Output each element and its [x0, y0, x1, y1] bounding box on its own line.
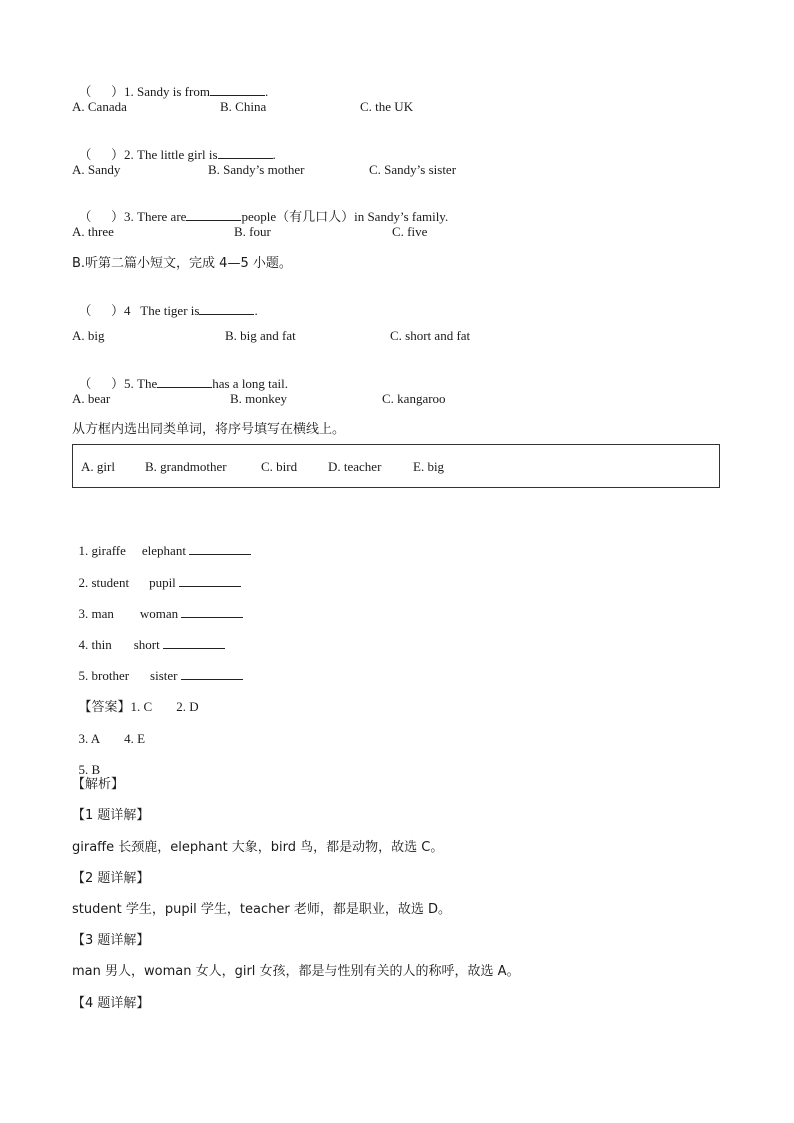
classify-item-number: 3. man: [78, 606, 114, 621]
question-4: [72, 287, 258, 319]
classify-item: [72, 559, 241, 591]
answer-value: 1. C: [130, 699, 153, 714]
section-b-title: B.听第二篇小短文，完成 4—5 小题。: [72, 256, 292, 271]
question-5-suffix: has a long tail.: [212, 376, 289, 391]
answer-blank[interactable]: [199, 303, 254, 315]
question-1-text: （ ）1. Sandy is from: [78, 84, 210, 99]
q3-option-c: C. five: [392, 224, 428, 239]
classify-item-word: short: [133, 637, 160, 652]
answer-blank[interactable]: [179, 575, 241, 587]
answer-blank[interactable]: [218, 147, 273, 159]
q2-option-a: A. Sandy: [72, 162, 121, 177]
q4-option-c: C. short and fat: [390, 328, 471, 343]
word-box-item: A. girl: [81, 459, 115, 474]
question-4-text: （ ）4 The tiger is: [78, 303, 200, 318]
answer-value: 3. A: [78, 731, 101, 746]
q3-option-b: B. four: [234, 224, 271, 239]
answer-value: 4. E: [124, 731, 146, 746]
q4-option-a: A. big: [72, 328, 105, 343]
classify-item-word: pupil: [149, 575, 176, 590]
word-box-item: B. grandmother: [145, 459, 227, 474]
q1-option-c: C. the UK: [360, 99, 414, 114]
answer-blank[interactable]: [210, 84, 265, 96]
word-box-item: E. big: [413, 459, 445, 474]
classify-item: [72, 527, 251, 559]
classify-item-number: 4. thin: [78, 637, 112, 652]
answer-row-1: [72, 683, 199, 716]
classify-item-word: sister: [150, 668, 178, 683]
answer-row-3: [72, 746, 100, 778]
answer-label: 【答案】: [78, 700, 131, 715]
q1-option-a: A. Canada: [72, 99, 127, 114]
question-4-suffix: .: [254, 303, 258, 318]
q5-option-b: B. monkey: [230, 391, 288, 406]
classify-item-number: 1. giraffe: [78, 543, 126, 558]
classify-item: [72, 621, 225, 653]
classify-item-word: elephant: [141, 543, 186, 558]
question-3-suffix: people（有几口人）in Sandy’s family.: [241, 209, 449, 224]
question-2-suffix: .: [272, 147, 276, 162]
detail-heading: 【1 题详解】: [72, 808, 150, 823]
classify-item: [72, 652, 243, 684]
answer-value: 5. B: [78, 762, 101, 777]
detail-heading: 【3 题详解】: [72, 933, 150, 948]
word-box-item: C. bird: [261, 459, 298, 474]
question-1-suffix: .: [264, 84, 269, 99]
q4-option-b: B. big and fat: [225, 328, 296, 343]
word-box-item: D. teacher: [328, 459, 382, 474]
answer-row-2: [72, 715, 145, 747]
answer-blank[interactable]: [157, 376, 212, 388]
answer-blank[interactable]: [181, 606, 243, 618]
classify-item: [72, 590, 243, 622]
q2-option-b: B. Sandy’s mother: [208, 162, 305, 177]
question-5-text: （ ）5. The: [78, 376, 158, 391]
analysis-label: 【解析】: [72, 777, 125, 792]
detail-heading: 【2 题详解】: [72, 871, 150, 886]
q5-option-c: C. kangaroo: [382, 391, 446, 406]
answer-value: 2. D: [176, 699, 199, 714]
q5-option-a: A. bear: [72, 391, 111, 406]
answer-blank[interactable]: [163, 637, 225, 649]
question-2: [72, 131, 276, 163]
classify-title: 从方框内选出同类单词，将序号填写在横线上。: [72, 422, 346, 437]
question-2-text: （ ）2. The little girl is: [78, 147, 218, 162]
classify-item-number: 5. brother: [78, 668, 130, 683]
classify-item-word: woman: [139, 606, 179, 621]
detail-text: man 男人，woman 女人，girl 女孩，都是与性别有关的人的称呼，故选 A。: [72, 964, 520, 979]
detail-heading: 【4 题详解】: [72, 996, 150, 1011]
answer-blank[interactable]: [186, 209, 241, 221]
detail-text: student 学生，pupil 学生，teacher 老师，都是职业，故选 D。: [72, 902, 451, 917]
question-1: [72, 68, 268, 100]
classify-item-number: 2. student: [78, 575, 130, 590]
q3-option-a: A. three: [72, 224, 114, 239]
word-box: [72, 444, 720, 488]
answer-blank[interactable]: [189, 543, 251, 555]
q1-option-b: B. China: [220, 99, 267, 114]
question-3-text: （ ）3. There are: [78, 209, 187, 224]
question-5: [72, 360, 288, 392]
answer-blank[interactable]: [181, 668, 243, 680]
q2-option-c: C. Sandy’s sister: [369, 162, 457, 177]
question-3: [72, 193, 448, 225]
detail-text: giraffe 长颈鹿，elephant 大象，bird 鸟，都是动物，故选 C。: [72, 840, 444, 855]
